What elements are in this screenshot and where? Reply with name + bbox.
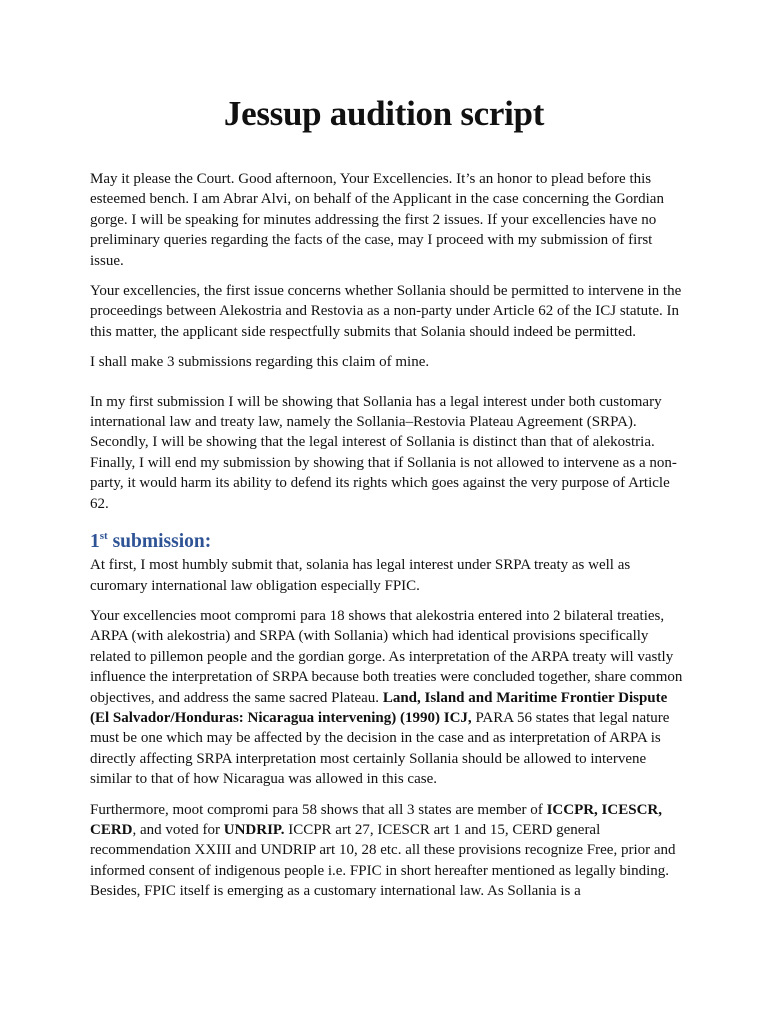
paragraph-treaties-text-1: Your excellencies moot compromi para 18 shows that alekostria entered into 2 bilateral treaties, ARPA (with alekostria) and SRPA (with Sollania) which had identical provisions specifically related to pillemon people and the gordian gorge. As interpretation of the ARPA treaty will vastly influence the interpretation of SRPA because both treaties were concluded together, share common objectives, and address the same sacred Plateau.: [90, 607, 683, 706]
case-citation: Land, Island and Maritime Frontier Dispute (El Salvador/Honduras: Nicaragua intervening) (1990) ICJ,: [90, 689, 668, 726]
paragraph-treaties: [90, 606, 686, 790]
paragraph-legal-interest: At first, I most humbly submit that, solania has legal interest under SRPA treaty as well as curomary international law obligation especially FPIC.: [90, 557, 631, 594]
heading-text: submission:: [107, 531, 212, 553]
paragraph-opening: May it please the Court. Good afternoon, Your Excellencies. It’s an honor to plead before this esteemed bench. I am Abrar Alvi, on behalf of the Applicant in the case concerning the Gordian gorge. I will be speaking for minutes addressing the first 2 issues. If your excellencies have no preliminary queries regarding the facts of the case, may I proceed with my submission of first issue.: [90, 171, 664, 269]
paragraph-submissions-outline: In my first submission I will be showing that Sollania has a legal interest under both customary international law and treaty law, namely the Sollania–Restovia Plateau Agreement (SRPA). Secondly, I will be showing that the legal interest of Sollania is distinct than that of alekostria. Finally, I will end my submission by showing that if Sollania is not allowed to intervene as a non-party, it would harm its ability to defend its rights which goes against the very purpose of Article 62.: [90, 393, 677, 512]
paragraph-treaties-text-2: PARA 56 states that legal nature must be one which may be affected by the decision in the case and as interpretation of ARPA is directly affecting SRPA interpretation most certainly Sollania should be allowed to intervene similar to that of how Nicaragua was allowed in this case.: [90, 709, 670, 788]
paragraph-first-issue: Your excellencies, the first issue concerns whether Sollania should be permitted to intervene in the proceedings between Alekostria and Restovia as a non-party under Article 62 of the ICJ statute. In this matter, the applicant side respectfully submits that Solania should indeed be permitted.: [90, 283, 682, 340]
paragraph-fpic-text-1: Furthermore, moot compromi para 58 shows that all 3 states are member of: [90, 801, 547, 818]
paragraph-fpic-text-2: , and voted for: [132, 821, 224, 838]
section-heading-first-submission: [90, 530, 686, 554]
treaty-list: ICCPR, ICESCR, CERD: [90, 801, 662, 838]
paragraph-fpic-text-3: ICCPR art 27, ICESCR art 1 and 15, CERD general recommendation XXIII and UNDRIP art 10, 28 etc. all these provisions recognize Free, prior and informed consent of indigenous people i.e. FPIC in short hereafter mentioned as legally binding. Besides, FPIC itself is emerging as a customary international law. As Sollania is a: [90, 821, 676, 900]
paragraph-submissions-count: I shall make 3 submissions regarding this claim of mine.: [90, 354, 430, 371]
document-body: [90, 169, 686, 912]
heading-number: 1: [90, 531, 100, 553]
undrip-label: UNDRIP.: [223, 821, 285, 838]
heading-ordinal-suffix: st: [99, 530, 108, 543]
document-title: Jessup audition script: [223, 94, 545, 133]
paragraph-fpic: [90, 800, 686, 902]
